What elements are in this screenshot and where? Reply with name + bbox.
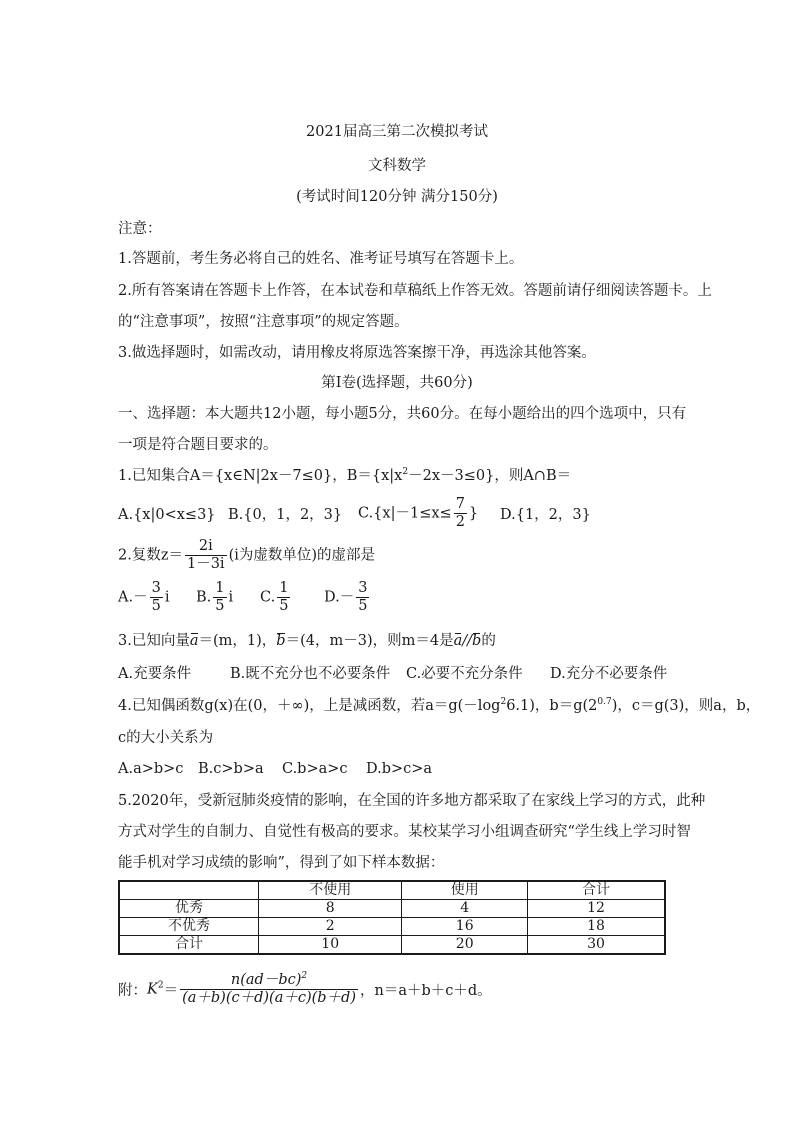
- notice-heading: 注意：: [118, 221, 162, 237]
- part1-title: 第Ⅰ卷(选择题，共60分): [321, 375, 473, 391]
- table-cell: 30: [527, 936, 665, 955]
- table-row-label: 优秀: [119, 900, 258, 918]
- q2-options: [118, 580, 518, 620]
- table-cell: 16: [402, 918, 528, 936]
- q1-option-c: C.{x|－1≤x≤ $\frac{7}{2}$ }: [358, 496, 479, 530]
- q4-stem-line-1: 4.已知偶函数g(x)在(0，＋∞)，上是减函数，若$a=g(-\log^26.1)$，$b=g(2^{0.7})$，c＝g(3)，则a，b，: [118, 697, 761, 714]
- table-header-row: [119, 881, 665, 900]
- q5-stem-line-1: 5.2020年，受新冠肺炎疫情的影响，在全国的许多地方都采取了在家线上学习的方式，此种: [118, 793, 706, 809]
- part1-instruction-line-2: 一项是符合题目要求的。: [118, 437, 278, 453]
- q3-option-b: B.既不充分也不必要条件: [230, 666, 391, 682]
- q3-option-c: C.必要不充分条件: [406, 666, 523, 682]
- table-header-cell: 不使用: [258, 881, 401, 900]
- q2-option-a: A.－ $\frac{3}{5}$ i: [118, 580, 170, 614]
- exam-subject: 文科数学: [368, 158, 426, 174]
- table-cell: 20: [402, 936, 528, 955]
- vector-b: b: [276, 633, 286, 649]
- q1-option-d: D.{1，2，3}: [500, 507, 591, 523]
- q4-option-b: B.c>b>a: [198, 761, 264, 777]
- q2-option-c: C. $\frac{1}{5}$: [260, 580, 289, 614]
- q1-option-b: B.{0，1，2，3}: [228, 507, 343, 523]
- part1-instruction-line-1: 一、选择题：本大题共12小题，每小题5分，共60分。在每小题给出的四个选项中，只有: [118, 406, 687, 422]
- table-cell: 2: [258, 918, 401, 936]
- table-cell: 18: [527, 918, 665, 936]
- q4-option-c: C.b>a>c: [282, 761, 348, 777]
- q3-option-d: D.充分不必要条件: [550, 666, 668, 682]
- exam-time-note: (考试时间120分钟 满分150分): [296, 189, 498, 205]
- q4-options: [118, 760, 518, 778]
- q5-stem-line-3: 能手机对学习成绩的影响”，得到了如下样本数据：: [118, 855, 445, 871]
- q1-stem: 1.已知集合A＝{x∈N|2x－7≤0}，$B=\{x|x^2-2x-3\le 0\}$，则A∩B＝: [118, 467, 572, 484]
- q3-option-a: A.充要条件: [118, 666, 192, 682]
- table-cell: 8: [258, 900, 401, 918]
- notice-item-2-line-2: 的“注意事项”，按照“注意事项”的规定答题。: [118, 314, 409, 330]
- table-header-cell: [119, 881, 258, 900]
- exam-title: 2021届高三第二次模拟考试: [306, 124, 488, 140]
- q3-stem: 3.已知向量a＝(m，1)，b＝(4，m－3)，则m＝4是a//b的: [118, 633, 496, 649]
- table-row: [119, 918, 665, 936]
- table-row: [119, 936, 665, 955]
- vector-a: a: [189, 633, 199, 649]
- table-row-label: 不优秀: [119, 918, 258, 936]
- q2-option-d: D.－ $\frac{3}{5}$: [324, 580, 368, 614]
- notice-item-2-line-1: 2.所有答案请在答题卡上作答，在本试卷和草稿纸上作答无效。答题前请仔细阅读答题卡。上: [118, 283, 712, 299]
- chi-square-formula: 附：$K^2=$ $\frac{n(ad-bc)^2}{(a+b)(c+d)(a+c)(b+d)}$ ，n＝a＋b＋c＋d。: [118, 971, 492, 1006]
- q1-options: [118, 496, 718, 534]
- q4-option-d: D.b>c>a: [366, 761, 433, 777]
- table-header-cell: 使用: [402, 881, 528, 900]
- q2-option-b: B. $\frac{1}{5}$ i: [196, 580, 234, 614]
- notice-item-3: 3.做选择题时，如需改动，请用橡皮将原选答案擦干净，再选涂其他答案。: [118, 345, 596, 361]
- q5-data-table: [118, 880, 666, 955]
- q4-stem-line-2: c的大小关系为: [118, 730, 214, 746]
- table-row: [119, 900, 665, 918]
- table-header-cell: 合计: [527, 881, 665, 900]
- table-cell: 12: [527, 900, 665, 918]
- q2-stem: 2.复数z＝ $\frac{2i}{1-3i}$ (i为虚数单位)的虚部是: [118, 538, 376, 572]
- table-row-label: 合计: [119, 936, 258, 955]
- q3-options: [118, 665, 718, 683]
- q5-stem-line-2: 方式对学生的自制力、自觉性有极高的要求。某校某学习小组调查研究“学生线上学习时智: [118, 824, 691, 840]
- q4-option-a: A.a>b>c: [118, 761, 184, 777]
- table-cell: 4: [402, 900, 528, 918]
- notice-item-1: 1.答题前，考生务必将自己的姓名、准考证号填写在答题卡上。: [118, 251, 524, 267]
- q1-option-a: A.{x|0<x≤3}: [118, 507, 216, 523]
- table-cell: 10: [258, 936, 401, 955]
